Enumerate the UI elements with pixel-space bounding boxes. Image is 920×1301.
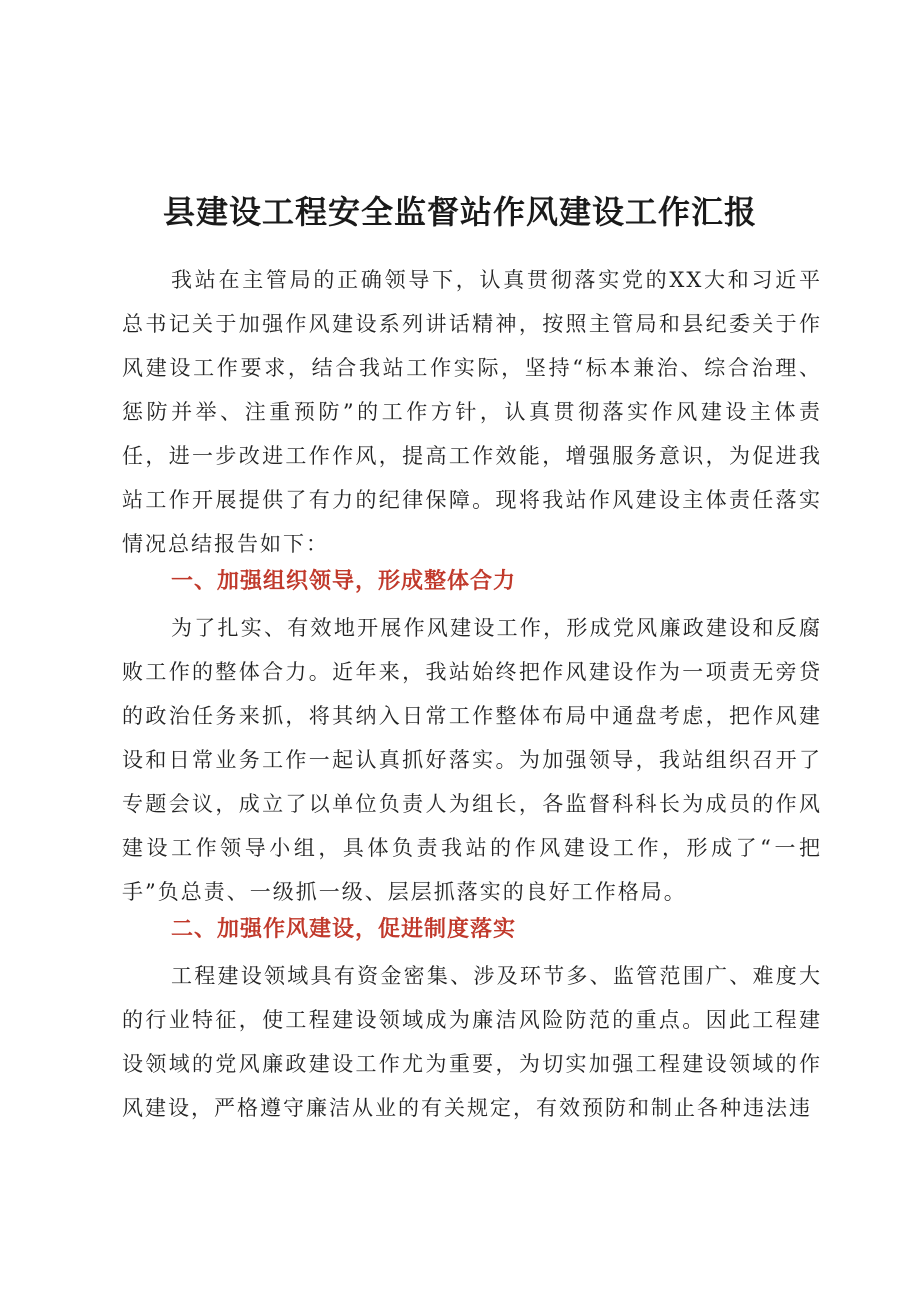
intro-paragraph: 我站在主管局的正确领导下，认真贯彻落实党的XX大和习近平总书记关于加强作风建设系列讲话精神，按照主管局和县纪委关于作风建设工作要求，结合我站工作实际，坚持“标本兼治、综合治理、惩防并举、注重预防”的工作方针，认真贯彻落实作风建设主体责任，进一步改进工作作风，提高工作效能，增强服务意识，为促进我站工作开展提供了有力的纪律保障。现将我站作风建设主体责任落实情况总结报告如下： [122,268,822,556]
section-heading-1: 一、加强组织领导，形成整体合力 [171,569,517,594]
section-heading-2: 二、加强作风建设，促进制度落实 [171,917,517,942]
section-paragraph-2: 工程建设领域具有资金密集、涉及环节多、监管范围广、难度大的行业特征，使工程建设领域成为廉洁风险防范的重点。因此工程建设领域的党风廉政建设工作尤为重要，为切实加强工程建设领域的作风建设，严格遵守廉洁从业的有关规定，有效预防和制止各种违法违 [122,964,822,1120]
document-title: 县建设工程安全监督站作风建设工作汇报 [162,193,757,231]
section-paragraph-1: 为了扎实、有效地开展作风建设工作，形成党风廉政建设和反腐败工作的整体合力。近年来，我站始终把作风建设作为一项责无旁贷的政治任务来抓，将其纳入日常工作整体布局中通盘考虑，把作风建设和日常业务工作一起认真抓好落实。为加强领导，我站组织召开了专题会议，成立了以单位负责人为组长，各监督科科长为成员的作风建设工作领导小组，具体负责我站的作风建设工作，形成了“一把手”负总责、一级抓一级、层层抓落实的良好工作格局。 [122,616,822,904]
